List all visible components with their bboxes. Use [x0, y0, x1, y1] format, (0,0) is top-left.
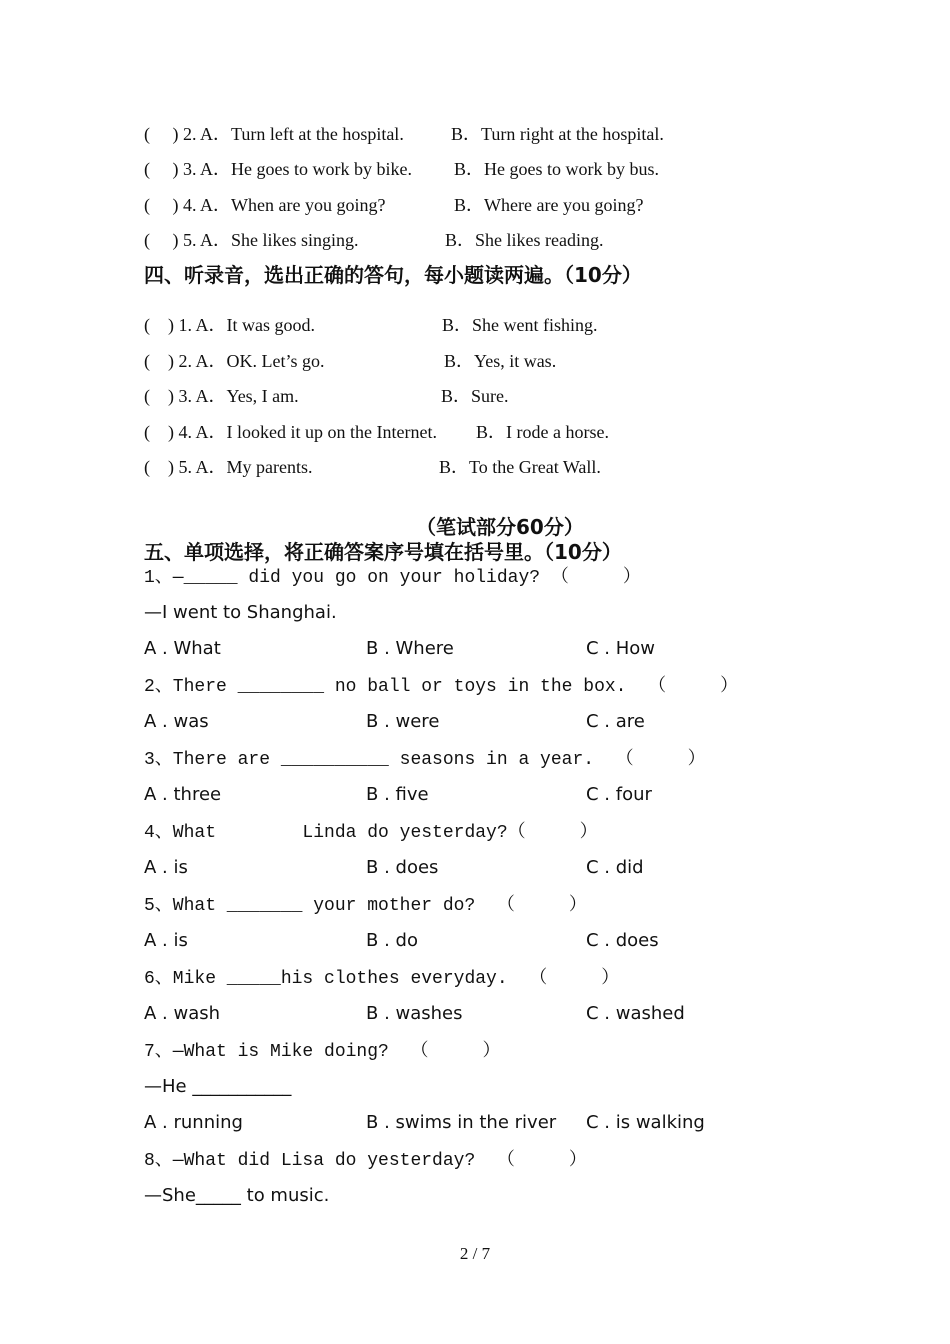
q5-option-b: B . do [366, 930, 418, 951]
s4-q2-b: B．Yes, it was. [444, 351, 557, 371]
q4-option-b: B . does [366, 857, 439, 878]
q2-option-a: A . was [144, 711, 209, 732]
listening-q2-a: ( ) 2. A．Turn left at the hospital. [144, 124, 404, 144]
q7-sub: —He ___________ [144, 1076, 292, 1097]
s4-q3-b: B．Sure. [441, 386, 509, 406]
listening-q3-b: B．He goes to work by bus. [454, 159, 659, 179]
listening-q5-a: ( ) 5. A．She likes singing. [144, 230, 359, 250]
q2-option-b: B . were [366, 711, 440, 732]
q3-option-b: B . five [366, 784, 429, 805]
s4-q2-a: ( ) 2. A．OK. Let’s go. [144, 351, 325, 371]
q6-option-a: A . wash [144, 1003, 221, 1024]
q4-option-c: C . did [586, 857, 644, 878]
q2-stem: 2、There ________ no ball or toys in the box. （ ） [144, 677, 739, 697]
listening-q3-a: ( ) 3. A．He goes to work by bike. [144, 159, 412, 179]
s4-q4-a: ( ) 4. A．I looked it up on the Internet. [144, 422, 437, 442]
s4-q4-b: B．I rode a horse. [476, 422, 609, 442]
q7-option-b: B . swims in the river [366, 1112, 557, 1133]
s4-q1-a: ( ) 1. A．It was good. [144, 315, 315, 335]
q3-option-a: A . three [144, 784, 222, 805]
listening-q4-a: ( ) 4. A．When are you going? [144, 195, 386, 215]
q4-option-a: A . is [144, 857, 188, 878]
q3-stem: 3、There are __________ seasons in a year. （ ） [144, 750, 706, 770]
q7-option-a: A . running [144, 1112, 243, 1133]
s4-q1-b: B．She went fishing. [442, 315, 598, 335]
q1-option-c: C . How [586, 638, 656, 659]
written-part-label: （笔试部分60分） [416, 515, 584, 539]
q1-option-b: B . Where [366, 638, 454, 659]
q4-stem: 4、What Linda do yesterday?（ ） [144, 823, 598, 843]
s4-q3-a: ( ) 3. A．Yes, I am. [144, 386, 299, 406]
listening-q2-b: B．Turn right at the hospital. [451, 124, 664, 144]
section5-title: 五、单项选择，将正确答案序号填在括号里。（10分） [144, 540, 622, 564]
q1-option-a: A . What [144, 638, 221, 659]
q6-stem: 6、Mike _____his clothes everyday. （ ） [144, 969, 620, 989]
page-number: 2 / 7 [459, 1244, 491, 1263]
q5-option-a: A . is [144, 930, 188, 951]
q7-option-c: C . is walking [586, 1112, 705, 1133]
section4-title: 四、听录音，选出正确的答句，每小题读两遍。（10分） [144, 263, 642, 287]
listening-q5-b: B．She likes reading. [445, 230, 604, 250]
q8-stem: 8、—What did Lisa do yesterday? （ ） [144, 1151, 587, 1171]
listening-q4-b: B．Where are you going? [454, 195, 644, 215]
q7-stem: 7、—What is Mike doing? （ ） [144, 1042, 501, 1062]
q2-option-c: C . are [586, 711, 645, 732]
q5-stem: 5、What _______ your mother do? （ ） [144, 896, 587, 916]
q6-option-b: B . washes [366, 1003, 463, 1024]
q8-sub: —She_____ to music. [144, 1185, 330, 1206]
q6-option-c: C . washed [586, 1003, 685, 1024]
s4-q5-b: B．To the Great Wall. [439, 457, 601, 477]
q5-option-c: C . does [586, 930, 659, 951]
q3-option-c: C . four [586, 784, 652, 805]
q1-sub: —I went to Shanghai. [144, 602, 337, 623]
q1-stem: 1、—_____ did you go on your holiday? （ ） [144, 568, 641, 588]
s4-q5-a: ( ) 5. A．My parents. [144, 457, 313, 477]
